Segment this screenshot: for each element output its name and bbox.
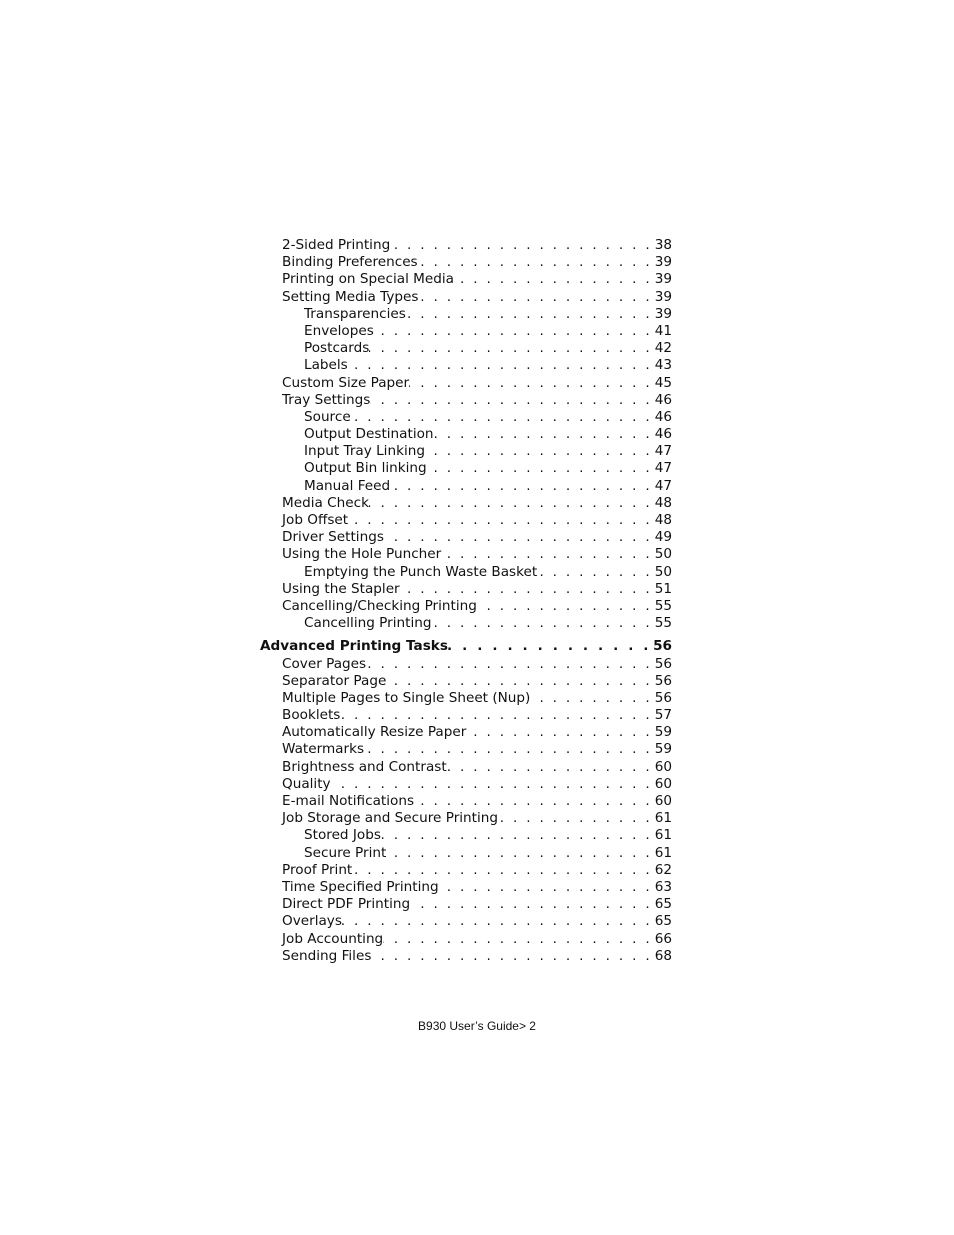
dot-leader [386, 845, 654, 862]
toc-entry[interactable] [260, 237, 672, 254]
toc-entry[interactable] [260, 392, 672, 409]
dot-leader [530, 690, 654, 707]
toc-entry[interactable] [260, 707, 672, 724]
dot-leader [369, 495, 654, 512]
dot-leader [418, 254, 654, 271]
toc-entry-page-number: 66 [654, 930, 672, 947]
toc-entry[interactable] [260, 375, 672, 392]
toc-entry-page-number: 49 [654, 529, 672, 546]
toc-entry-label: Input Tray Linking [304, 443, 425, 460]
toc-entry[interactable] [260, 673, 672, 690]
toc-entry-label: Using the Stapler [282, 580, 400, 597]
toc-entry[interactable] [260, 409, 672, 426]
toc-entry-label: Output Bin linking [304, 460, 427, 477]
toc-entry[interactable] [260, 598, 672, 615]
dot-leader [374, 323, 654, 340]
toc-entry-page-number: 43 [654, 357, 672, 374]
toc-entry[interactable] [260, 690, 672, 707]
toc-entry[interactable] [260, 254, 672, 271]
toc-entry-page-number: 60 [654, 775, 672, 792]
toc-entry-page-number: 61 [654, 810, 672, 827]
toc-entry-label: Sending Files [282, 947, 372, 964]
toc-entry-page-number: 61 [654, 844, 672, 861]
toc-entry[interactable] [260, 426, 672, 443]
dot-leader [351, 409, 654, 426]
toc-entry-label: Job Offset [282, 512, 349, 528]
toc-entry[interactable] [260, 289, 672, 306]
toc-entry-label: Automatically Resize Paper [282, 724, 467, 741]
toc-entry-label: Cancelling/Checking Printing [282, 597, 477, 614]
toc-entry[interactable] [260, 827, 672, 844]
dot-leader [383, 931, 654, 948]
toc-entry[interactable] [260, 896, 672, 913]
toc-entry[interactable] [260, 741, 672, 758]
toc-entry-label: E-mail Notifications [282, 793, 415, 809]
toc-entry-page-number: 41 [654, 322, 672, 339]
toc-entry[interactable] [260, 495, 672, 512]
toc-entry-page-number: 46 [654, 408, 672, 425]
dot-leader [342, 913, 654, 930]
toc-entry-label: Setting Media Types [282, 288, 419, 305]
toc-entry[interactable] [260, 478, 672, 495]
dot-leader [369, 340, 654, 357]
dot-leader [409, 375, 654, 392]
dot-leader [370, 392, 654, 409]
dot-leader [366, 656, 654, 673]
toc-entry-label: Custom Size Paper [282, 374, 410, 391]
toc-entry-label: Using the Hole Puncher [282, 546, 442, 563]
dot-leader [439, 879, 654, 896]
toc-entry[interactable] [260, 948, 672, 965]
toc-entry[interactable] [260, 323, 672, 340]
dot-leader [340, 707, 654, 724]
dot-leader [427, 460, 654, 477]
toc-entry-page-number: 46 [654, 426, 672, 443]
toc-entry-page-number: 68 [654, 947, 672, 964]
dot-leader [364, 741, 654, 758]
toc-entry[interactable] [260, 564, 672, 581]
toc-entry[interactable] [260, 546, 672, 563]
toc-entry-page-number: 61 [654, 827, 672, 844]
dot-leader [441, 546, 654, 563]
dot-leader [390, 478, 654, 495]
toc-entry-label: Output Destination [304, 426, 434, 443]
dot-leader [448, 638, 653, 655]
toc-entry-page-number: 39 [654, 271, 672, 288]
toc-entry-page-number: 57 [654, 707, 672, 724]
toc-entry[interactable] [260, 931, 672, 948]
toc-entry-page-number: 62 [654, 861, 672, 878]
dot-leader [447, 759, 654, 776]
dot-leader [386, 673, 654, 690]
toc-entry-page-number: 59 [654, 724, 672, 741]
toc-entry-page-number: 39 [654, 288, 672, 305]
toc-section-heading[interactable] [260, 638, 672, 655]
toc-entry-page-number: 63 [654, 878, 672, 895]
toc-entry-label: Proof Print [282, 861, 353, 878]
toc-entry-page-number: 60 [654, 758, 672, 775]
toc-entry-page-number: 65 [654, 913, 672, 930]
dot-leader [454, 271, 654, 288]
toc-entry-label: Tray Settings [282, 391, 371, 408]
toc-entry-page-number: 39 [654, 254, 672, 271]
toc-entry-label: Driver Settings [282, 529, 384, 546]
toc-entry-label: Manual Feed [304, 477, 391, 494]
dot-leader [466, 724, 654, 741]
dot-leader [498, 810, 654, 827]
toc-entry-label: Labels [304, 357, 348, 374]
dot-leader [537, 564, 654, 581]
toc-entry-label: Cancelling Printing [304, 615, 432, 632]
dot-leader [434, 426, 654, 443]
toc-entry[interactable] [260, 443, 672, 460]
dot-leader [352, 862, 654, 879]
toc-entry[interactable] [260, 460, 672, 477]
toc-entry-page-number: 56 [654, 655, 672, 672]
toc-entry-label: Time Specified Printing [282, 878, 439, 895]
toc-entry-label: Printing on Special Media [282, 271, 454, 288]
toc-entry-label: Separator Page [282, 672, 387, 689]
toc-entry[interactable] [260, 306, 672, 323]
toc-entry-label: Stored Jobs [304, 827, 381, 844]
toc-entry-label: Quality [282, 775, 331, 792]
toc-entry-page-number: 51 [654, 580, 672, 597]
toc-entry-page-number: 47 [654, 477, 672, 494]
dot-leader [390, 237, 654, 254]
toc-entry[interactable] [260, 845, 672, 862]
dot-leader [381, 827, 654, 844]
toc-entry-page-number: 55 [654, 615, 672, 632]
toc-entry[interactable] [260, 581, 672, 598]
toc-entry-page-number: 45 [654, 374, 672, 391]
toc-entry-label: Media Check [282, 494, 369, 511]
toc-entry-page-number: 39 [654, 305, 672, 322]
toc-entry-page-number: 48 [654, 494, 672, 511]
toc-entry[interactable] [260, 879, 672, 896]
table-of-contents [260, 237, 672, 965]
toc-entry[interactable] [260, 340, 672, 357]
dot-leader [414, 793, 654, 810]
toc-entry-label: Emptying the Punch Waste Basket [304, 563, 538, 580]
toc-entry-label: Job Storage and Secure Printing [282, 810, 499, 827]
dot-leader [431, 615, 654, 632]
toc-entry-page-number: 56 [654, 672, 672, 689]
toc-entry-label: Secure Print [304, 844, 387, 861]
dot-leader [418, 289, 654, 306]
toc-entry[interactable] [260, 615, 672, 632]
toc-entry[interactable] [260, 724, 672, 741]
toc-entry-page-number: 55 [654, 597, 672, 614]
toc-entry-page-number: 50 [654, 563, 672, 580]
dot-leader [371, 948, 654, 965]
toc-entry-label: Brightness and Contrast [282, 758, 447, 775]
toc-entry[interactable] [260, 512, 672, 529]
toc-entry[interactable] [260, 529, 672, 546]
toc-entry[interactable] [260, 913, 672, 930]
toc-entry-label: Overlays [282, 913, 342, 930]
toc-entry-label: 2-Sided Printing [282, 237, 391, 253]
dot-leader [425, 443, 654, 460]
toc-entry-page-number: 47 [654, 460, 672, 477]
toc-entry-page-number: 48 [654, 512, 672, 528]
toc-entry-label: Transparencies [304, 305, 406, 322]
toc-entry-label: Postcards [304, 340, 370, 357]
toc-entry-label: Cover Pages [282, 655, 367, 672]
dot-leader [384, 529, 654, 546]
toc-entry[interactable] [260, 759, 672, 776]
toc-entry[interactable] [260, 357, 672, 374]
toc-entry-page-number: 50 [654, 546, 672, 563]
toc-entry[interactable] [260, 271, 672, 288]
toc-entry-label: Advanced Printing Tasks [260, 638, 448, 655]
dot-leader [477, 598, 654, 615]
toc-entry[interactable] [260, 810, 672, 827]
toc-entry-page-number: 46 [654, 391, 672, 408]
toc-entry-page-number: 42 [654, 340, 672, 357]
toc-entry-label: Source [304, 408, 351, 425]
toc-entry-label: Direct PDF Printing [282, 896, 411, 913]
toc-entry[interactable] [260, 793, 672, 810]
toc-entry-page-number: 59 [654, 741, 672, 758]
toc-entry[interactable] [260, 656, 672, 673]
toc-entry-page-number: 38 [654, 237, 672, 253]
dot-leader [348, 512, 654, 529]
dot-leader [400, 581, 654, 598]
toc-entry-label: Binding Preferences [282, 254, 418, 271]
toc-entry-label: Booklets [282, 707, 341, 724]
dot-leader [348, 357, 654, 374]
toc-entry-page-number: 60 [654, 793, 672, 809]
toc-entry-page-number: 47 [654, 443, 672, 460]
dot-leader [410, 896, 654, 913]
toc-entry-page-number: 56 [653, 638, 672, 655]
dot-leader [331, 776, 654, 793]
toc-entry-label: Watermarks [282, 741, 365, 758]
toc-entry[interactable] [260, 776, 672, 793]
toc-entry-page-number: 56 [654, 689, 672, 706]
dot-leader [406, 306, 654, 323]
toc-entry-label: Job Accounting [282, 930, 384, 947]
toc-entry-label: Multiple Pages to Single Sheet (Nup) [282, 689, 531, 706]
toc-entry[interactable] [260, 862, 672, 879]
page-footer: B930 User’s Guide> 2 [418, 1019, 536, 1033]
toc-entry-label: Envelopes [304, 322, 374, 339]
toc-entry-page-number: 65 [654, 896, 672, 913]
